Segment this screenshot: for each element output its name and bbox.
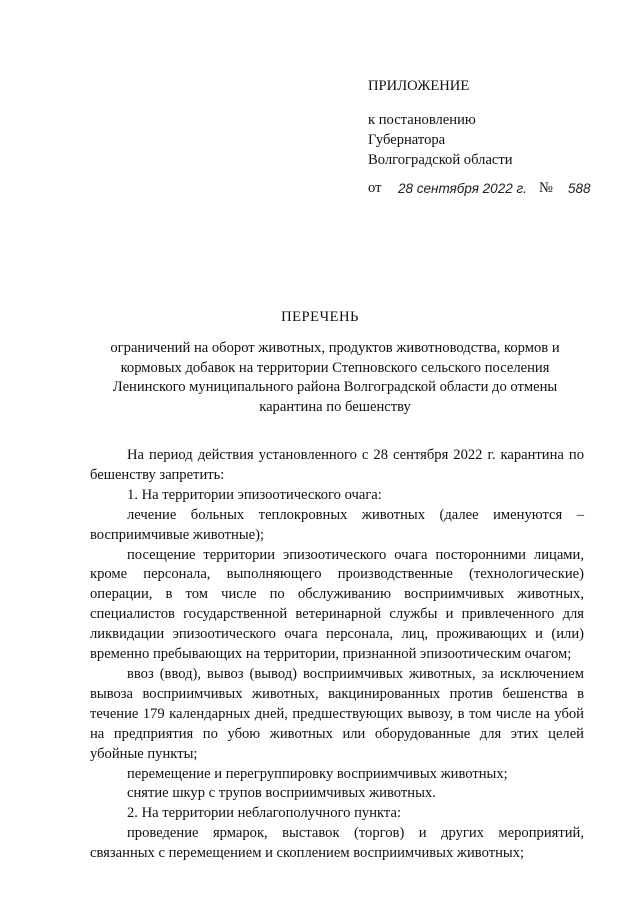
resolution-number: 588: [568, 181, 591, 196]
paragraph-skinning: снятие шкур с трупов восприимчивых животных.: [127, 785, 436, 802]
document-subtitle: ограничений на оборот животных, продуктов животноводства, кормов и кормовых добавок на территории Степновского сельского поселения Ленинского муниципального района Волгоградской области до отмены карантина по бешенству: [110, 340, 560, 415]
resolution-date-number: [368, 180, 608, 200]
paragraph-import-export: ввоз (ввод), вывоз (вывод) восприимчивых животных, за исключением вывоза восприимчивых животных, вакцинированных против бешенства в течение 179 календарных дней, предшествующих вывозу, в том числе на убой на предприятия по убою животных или оборудованные для этих целей убойные пункты;: [90, 665, 584, 762]
number-sign: №: [539, 180, 553, 196]
document-title: ПЕРЕЧЕНЬ: [281, 309, 359, 325]
paragraph-intro: На период действия установленного с 28 сентября 2022 г. карантина по бешенству запретить:: [90, 447, 584, 483]
annex-line-resolution: к постановлению: [368, 112, 476, 128]
paragraph-section-2: 2. На территории неблагополучного пункта:: [127, 805, 402, 822]
annex-line-governor: Губернатора: [368, 132, 446, 148]
paragraph-treatment: лечение больных теплокровных животных (далее именуются – восприимчивые животные);: [90, 506, 584, 543]
annex-line-region: Волгоградской области: [368, 152, 513, 168]
date-prefix: от: [368, 180, 382, 196]
resolution-date: 28 сентября 2022 г.: [398, 181, 527, 196]
paragraph-section-1: 1. На территории эпизоотического очага:: [127, 486, 382, 503]
paragraph-regrouping: перемещение и перегруппировку восприимчивых животных;: [127, 765, 508, 782]
document-body: [90, 446, 584, 864]
paragraph-fairs: проведение ярмарок, выставок (торгов) и других мероприятий, связанных с перемещением и скоплением восприимчивых животных;: [90, 825, 584, 862]
paragraph-visiting: посещение территории эпизоотического очага посторонними лицами, кроме персонала, выполняющего производственные (технологические) операции, в том числе по обслуживанию восприимчивых животных, специалистов государственной ветеринарной службы и привлеченного для ликвидации эпизоотического очага персонала, лиц, проживающих и (или) временно пребывающих на территории, признанной эпизоотическим очагом;: [90, 546, 584, 663]
annex-heading: ПРИЛОЖЕНИЕ: [368, 78, 470, 94]
